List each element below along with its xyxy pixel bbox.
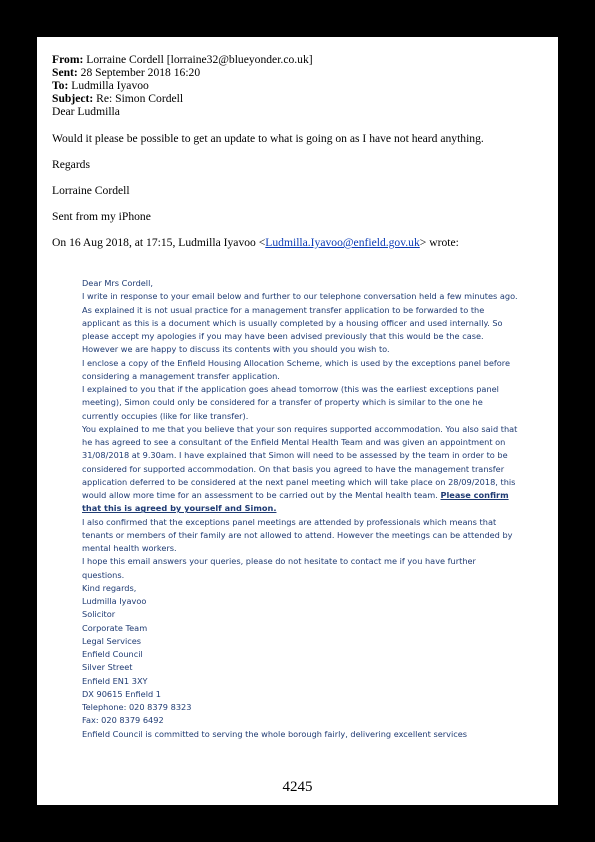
original-paragraph-6: I also confirmed that the exceptions panel meetings are attended by professionals which means that tenants or members of their family are not allowed to attend. However the meetings can be attended by mental health workers. bbox=[82, 516, 513, 553]
original-paragraph-3: I enclose a copy of the Enfield Housing Allocation Scheme, which is used by the exceptions panel before considering a management transfer application. bbox=[82, 357, 510, 381]
council-footer-line: Enfield Council is committed to serving the whole borough fairly, delivering excellent services bbox=[82, 728, 468, 739]
reply-regards: Regards bbox=[52, 158, 90, 171]
sent-line bbox=[52, 66, 552, 79]
quoted-email-body bbox=[82, 277, 518, 741]
from-value: Lorraine Cordell [lorraine32@blueyonder.co.uk] bbox=[86, 53, 313, 66]
to-line bbox=[52, 79, 552, 92]
subject-line bbox=[52, 92, 552, 105]
signature-fax: Fax: 020 8379 6492 bbox=[82, 715, 164, 726]
original-paragraph-4: I explained to you that if the application goes ahead tomorrow (this was the earliest exceptions panel meeting), Simon could only be considered for a transfer of property which is similar to the one he currently occupies (like for like transfer). bbox=[82, 384, 499, 421]
original-paragraph-5 bbox=[82, 423, 518, 516]
signature-team: Corporate Team bbox=[82, 622, 148, 633]
signature-dx: DX 90615 Enfield 1 bbox=[82, 688, 162, 699]
signature-telephone: Telephone: 020 8379 8323 bbox=[82, 702, 192, 712]
quote-intro-before: On 16 Aug 2018, at 17:15, Ludmilla Iyavoo < bbox=[52, 236, 266, 249]
quote-email-link[interactable]: Ludmilla.Iyavoo@enfield.gov.uk bbox=[265, 236, 420, 249]
reply-signature: Lorraine Cordell bbox=[52, 184, 130, 197]
original-paragraph-1: I write in response to your email below and further to our telephone conversation held a few minutes ago. bbox=[82, 291, 518, 302]
quote-intro-after: > wrote: bbox=[419, 236, 459, 249]
page-number: 4245 bbox=[282, 779, 313, 795]
reply-device: Sent from my iPhone bbox=[52, 210, 151, 223]
to-label: To: bbox=[52, 79, 69, 92]
original-paragraph-7: I hope this email answers your queries, please do not hesitate to contact me if you have further questions. bbox=[82, 556, 476, 580]
email-header bbox=[52, 53, 552, 118]
signature-name: Ludmilla Iyavoo bbox=[82, 596, 147, 606]
sent-value: 28 September 2018 16:20 bbox=[80, 66, 201, 79]
signoff: Kind regards, bbox=[82, 582, 137, 593]
signature-postcode: Enfield EN1 3XY bbox=[82, 675, 148, 686]
signature-role: Solicitor bbox=[82, 609, 116, 620]
original-greeting: Dear Mrs Cordell, bbox=[82, 278, 153, 288]
quote-intro bbox=[52, 236, 459, 249]
sent-label: Sent: bbox=[52, 66, 78, 79]
paragraph-5-text: You explained to me that you believe that your son requires supported accommodation. You also said that he has agreed to see a consultant of the Enfield Mental Health Team and was given an appointment on 31/08/2018 at 9.30am. I have explained that Simon will need to be assessed by the team in order to be considered for supported accommodation. On that basis you agreed to have the management transfer application deferred to be considered at the next panel meeting which will take place on 28/09/2018, this would allow more time for an assessment to be carried out by the Mental health team. bbox=[82, 423, 518, 500]
document-page bbox=[37, 37, 558, 805]
from-label: From: bbox=[52, 53, 84, 66]
signature-organisation: Enfield Council bbox=[82, 649, 143, 659]
subject-value: Re: Simon Cordell bbox=[96, 92, 184, 105]
reply-message: Would it please be possible to get an update to what is going on as I have not heard anything. bbox=[52, 132, 484, 145]
original-paragraph-2: As explained it is not usual practice for a management transfer application to be forwarded to the applicant as this is a document which is usually completed by a housing officer and used internally. So please accept my apologies if you may have been advised previously that this would be the case. However we are happy to discuss its contents with you should you wish to. bbox=[82, 304, 503, 355]
signature-department: Legal Services bbox=[82, 635, 142, 646]
signature-street: Silver Street bbox=[82, 662, 133, 673]
confirmation-request: Please confirm that this is agreed by yourself and Simon. bbox=[82, 490, 509, 514]
subject-label: Subject: bbox=[52, 92, 94, 105]
to-value: Ludmilla Iyavoo bbox=[71, 79, 149, 92]
from-line bbox=[52, 53, 552, 66]
reply-greeting: Dear Ludmilla bbox=[52, 105, 120, 118]
